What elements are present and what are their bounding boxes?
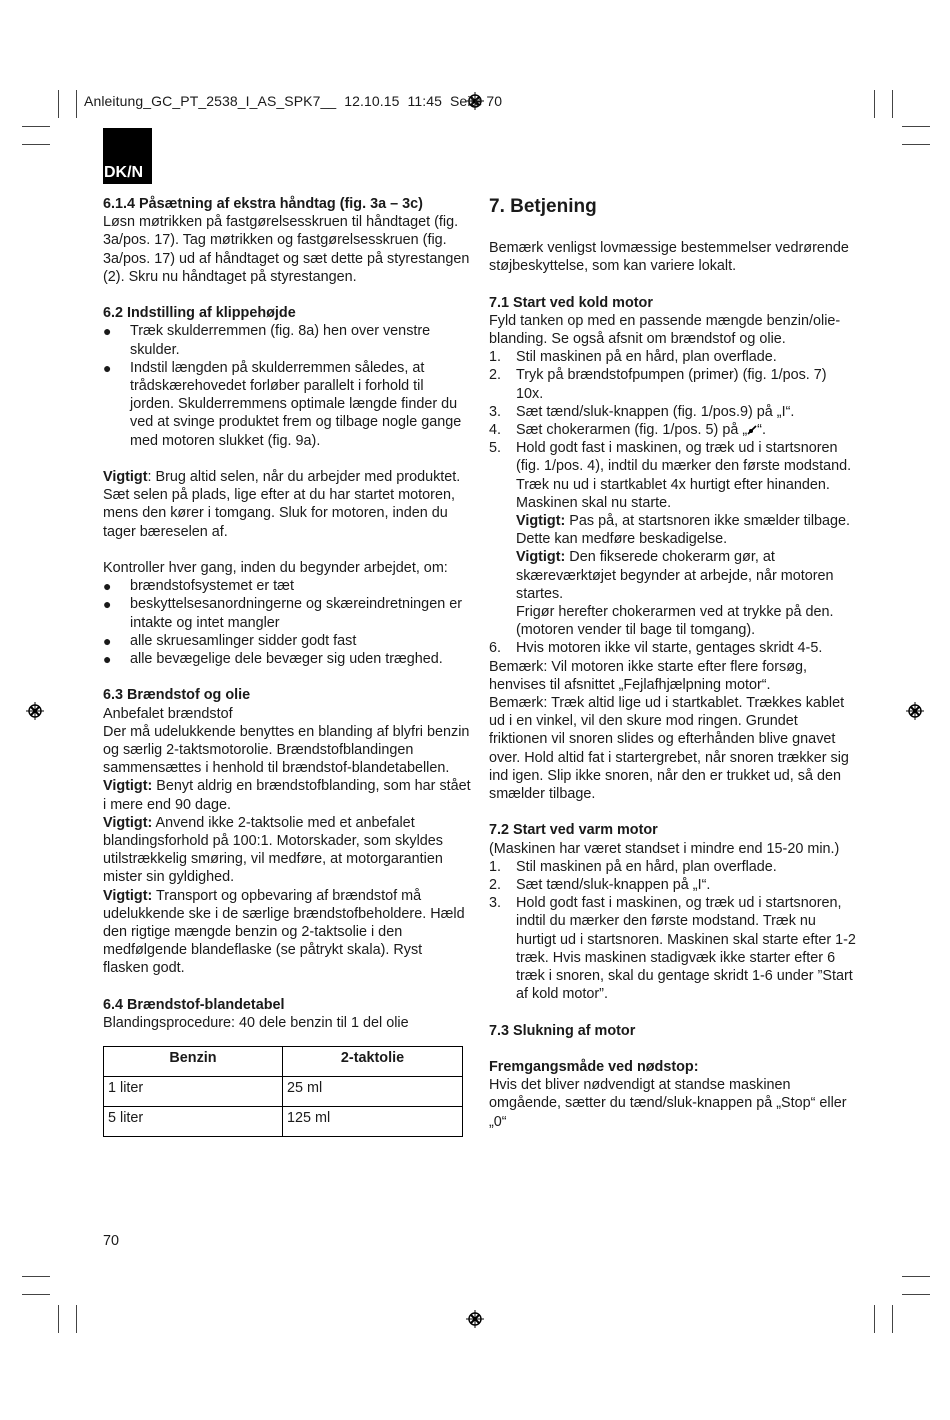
step-number: 2. (489, 877, 502, 894)
warning-text: Den fikserede chokerarm gør, at skæreværktøjet begynder at arbejde, når motoren startes. (516, 549, 834, 602)
table-cell: 25 ml (283, 1077, 463, 1107)
harness-warning (103, 468, 471, 541)
left-column (103, 195, 471, 1137)
step-text: Hvis motoren ikke vil starte, gentages skridt 4-5. (516, 640, 823, 657)
list-item: ● alle bevægelige dele bevæger sig uden træghed. (103, 650, 471, 668)
section-7-3-title: 7.3 Slukning af motor (489, 1022, 636, 1039)
step-number: 6. (489, 640, 502, 657)
crop-mark (22, 126, 50, 127)
list-item: ● alle skruesamlinger sidder godt fast (103, 632, 471, 650)
step-text-end: “. (757, 422, 766, 439)
step-text: Sæt chokerarmen (fig. 1/pos. 5) på „ (516, 422, 748, 439)
list-item (489, 439, 857, 639)
warning-text: Pas på, at startsnoren ikke smælder tilbage. Dette kan medføre beskadigelse. (516, 513, 851, 548)
section-6-2-list (103, 322, 471, 449)
section-6-3-subtitle: Anbefalet brændstof (103, 705, 233, 722)
print-header: Anleitung_GC_PT_2538_I_AS_SPK7__ 12.10.15 11:45 Seite 70 (84, 93, 503, 109)
table-row (104, 1077, 463, 1107)
section-7-1-text: Fyld tanken op med en passende mængde benzin/olie-blanding. Se også afsnit om brændstof og olie. (489, 312, 841, 347)
step-number: 1. (489, 858, 502, 875)
table-row (104, 1107, 463, 1137)
step-text: Frigør herefter chokerarmen ved at trykke på den. (motoren vender til bage til tomgang). (516, 604, 834, 639)
list-item: ● Træk skulderremmen (fig. 8a) hen over venstre skulder. (103, 322, 471, 358)
section-6-1-4-title: 6.1.4 Påsætning af ekstra håndtag (fig. 3a – 3c) (103, 196, 423, 212)
section-7-2-text: (Maskinen har været standset i mindre end 15-20 min.) (489, 840, 840, 857)
step-number: 3. (489, 403, 502, 420)
section-6-2-title: 6.2 Indstilling af klippehøjde (103, 305, 296, 322)
crop-mark (76, 90, 77, 118)
section-6-3-title: 6.3 Brændstof og olie (103, 687, 251, 704)
registration-mark-icon (906, 702, 924, 720)
crop-mark (902, 126, 930, 127)
crop-mark (902, 1276, 930, 1277)
crop-mark (874, 90, 875, 118)
list-item (489, 403, 857, 421)
crop-mark (22, 1294, 50, 1295)
cold-start-note-2: Bemærk: Træk altid lige ud i startkablet. Trækkes kablet ud i en vinkel, vil den skure mod ringen. Grundet friktionen vil snoren slides og efterhånden blive gnavet over. Hold altid fat i startergrebet, når snoren trækker sig ind igen. Slip ikke snoren, når den er trukket ud, så den smælder tilbage. (489, 695, 849, 803)
language-badge (103, 128, 152, 184)
warning-label: Vigtigt: (516, 549, 566, 566)
section-7-1-title: 7.1 Start ved kold motor (489, 294, 653, 311)
crop-mark (902, 1294, 930, 1295)
warning-label: Vigtigt: (103, 887, 153, 904)
fuel-warning-1 (103, 777, 471, 813)
table-cell: 5 liter (104, 1107, 283, 1137)
fuel-warning-3 (103, 887, 471, 978)
step-text: Sæt tænd/sluk-knappen på „I“. (516, 877, 711, 894)
crop-mark (58, 90, 59, 118)
step-number: 1. (489, 349, 502, 366)
right-column (489, 195, 857, 1131)
warning-text: Anvend ikke 2-taktsolie med et anbefalet blandingsforhold på 100:1. Motorskader, som skyldes utilstrækkelig smøring, vil medføre, at motorgarantien mister sin gyldighed. (103, 814, 443, 886)
warm-start-steps (489, 858, 857, 1004)
cold-start-note-1: Bemærk: Vil motoren ikke starte efter flere forsøg, henvises til afsnittet „Fejlafhjælpning motor“. (489, 658, 808, 693)
crop-mark (892, 90, 893, 118)
list-item (489, 348, 857, 366)
step-text: Hold godt fast i maskinen, og træk ud i startsnoren (fig. 1/pos. 4), indtil du mærker den første modstand. Træk nu ud i startkablet 4x hurtigt efter hinanden. Maskinen skal nu starte. (516, 440, 852, 511)
warning-label: Vigtigt: (103, 814, 153, 831)
crop-mark (58, 1305, 59, 1333)
registration-mark-icon (26, 702, 44, 720)
step-number: 3. (489, 895, 502, 912)
section-7-2-title: 7.2 Start ved varm motor (489, 822, 658, 839)
list-item (489, 858, 857, 876)
table-cell: 125 ml (283, 1107, 463, 1137)
fuel-mix-table (103, 1046, 463, 1137)
table-header-cell: Benzin (104, 1047, 283, 1077)
list-item (489, 876, 857, 894)
section-6-1-4-text: Løsn møtrikken på fastgørelsesskruen til håndtaget (fig. 3a/pos. 17). Tag møtrikken og fastgørelsesskruen (fig. 3a/pos. 17) ud af håndtaget og sæt dette på styrestangen (2). Skru nu håndtaget på styrestangen. (103, 214, 470, 285)
list-item: ● brændstofsystemet er tæt (103, 577, 471, 595)
language-badge-label: DK/N (104, 164, 144, 181)
emergency-stop-text: Hvis det bliver nødvendigt at standse maskinen omgående, sætter du tænd/sluk-knappen på „Stop“ eller „0“ (489, 1077, 847, 1130)
step-number: 2. (489, 367, 502, 384)
table-cell: 1 liter (104, 1077, 283, 1107)
step-text: Sæt tænd/sluk-knappen (fig. 1/pos.9) på „I“. (516, 403, 795, 420)
step-text: Tryk på brændstofpumpen (primer) (fig. 1/pos. 7) 10x. (516, 367, 827, 402)
section-7-text: Bemærk venligst lovmæssige bestemmelser vedrørende støjbeskyttelse, som kan variere lokalt. (489, 240, 849, 275)
crop-mark (902, 144, 930, 145)
choke-icon (747, 425, 757, 435)
crop-mark (892, 1305, 893, 1333)
crop-mark (22, 1276, 50, 1277)
crop-mark (22, 144, 50, 145)
table-header-cell: 2-taktolie (283, 1047, 463, 1077)
crop-mark (874, 1305, 875, 1333)
warning-label: Vigtigt: (516, 513, 566, 530)
crop-mark (76, 1305, 77, 1333)
step-text: Stil maskinen på en hård, plan overflade. (516, 858, 777, 875)
list-item: ● beskyttelsesanordningerne og skæreindretningen er intakte og intet mangler (103, 595, 471, 631)
list-item: ● Indstil længden på skulderremmen således, at trådskærehovedet forløber parallelt i forhold til jorden. Skulderremmens optimale længde finder du ved at svinge produktet frem og tilbage nogle gange med motoren slukket (fig. 9a). (103, 359, 471, 450)
warning-text: Transport og opbevaring af brændstof må udelukkende ske i de særlige brændstofbeholdere. Hæld den rigtige mængde benzin og 2-taktsolie i den medfølgende blandeflaske (se påtrykt skala). Ryst flasken godt. (103, 887, 465, 977)
cold-start-steps (489, 348, 857, 657)
emergency-stop-title: Fremgangsmåde ved nødstop: (489, 1059, 699, 1076)
section-6-4-title: 6.4 Brændstof-blandetabel (103, 996, 285, 1013)
section-6-3-text: Der må udelukkende benyttes en blanding af blyfri benzin og særlig 2-taktsmotorolie. Brændstofblandingen sammensættes i henhold til brændstof-blandetabellen. (103, 723, 470, 777)
step-text: Hold godt fast i maskinen, og træk ud i startsnoren, indtil du mærker den første modstand. Træk nu hurtigt ud i startsnoren. Maskinen skal starte efter 1-2 træk. Hvis maskinen stadigvæk ikke starter efter 6 træk i snoren, skal du gentage skridt 1-6 under ”Start af kold motor”. (516, 895, 856, 1003)
page-number: 70 (103, 1233, 120, 1249)
list-item (489, 894, 857, 1003)
list-item (489, 366, 857, 402)
check-list (103, 577, 471, 668)
check-intro: Kontroller hver gang, inden du begynder arbejdet, om: (103, 560, 448, 577)
table-header-row (104, 1047, 463, 1077)
section-7-title: 7. Betjening (489, 196, 597, 217)
step-number: 4. (489, 422, 502, 439)
list-item (489, 639, 857, 657)
step-number: 5. (489, 440, 502, 457)
list-item (489, 421, 857, 439)
fuel-warning-2 (103, 814, 471, 887)
registration-mark-icon (466, 1310, 484, 1328)
warning-label: Vigtigt: (103, 778, 153, 795)
warning-text: : Brug altid selen, når du arbejder med produktet. Sæt selen på plads, lige efter at du har startet motoren, mens den kører i tomgang. Sluk for motoren, inden du tager bæreselen af. (103, 469, 461, 540)
warning-text: Benyt aldrig en brændstofblanding, som har stået i mere end 90 dage. (103, 778, 471, 813)
section-6-4-text: Blandingsprocedure: 40 dele benzin til 1 del olie (103, 1015, 409, 1032)
step-text: Stil maskinen på en hård, plan overflade. (516, 349, 777, 366)
warning-label: Vigtigt (103, 469, 148, 486)
